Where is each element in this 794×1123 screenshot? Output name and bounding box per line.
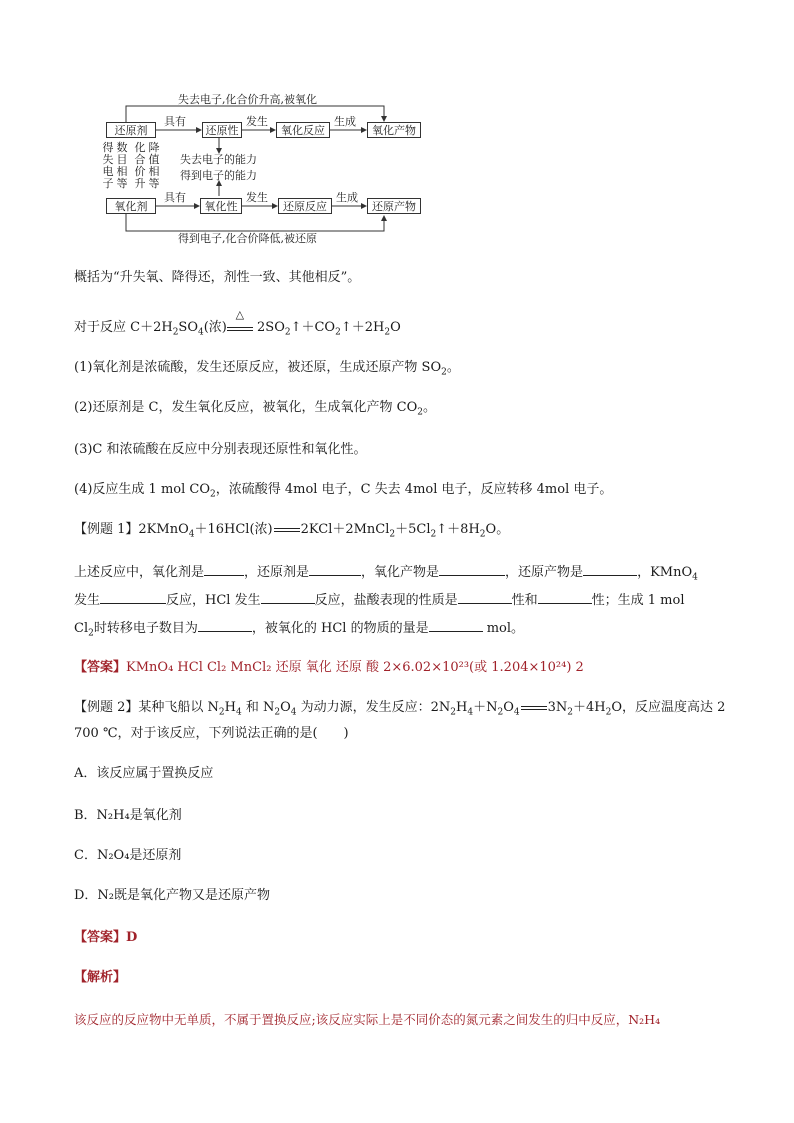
produces-label-bottom: 生成 — [336, 191, 358, 204]
has-label-top: 具有 — [164, 115, 186, 128]
vertical-label-3: 化合价升 — [134, 141, 146, 190]
point-3: (3)C 和浓硫酸在反应中分别表现还原性和氧化性。 — [74, 442, 367, 457]
occurs-label-top: 发生 — [246, 115, 268, 128]
reduction-reaction-box: 还原反应 — [278, 198, 332, 214]
vertical-label-2: 数目相等 — [116, 141, 128, 190]
summary-text: 概括为“升失氧、降得还，剂性一致、其他相反”。 — [74, 270, 361, 285]
example-1-question-line-3: $Cl_2$时转移电子数目为 ，被氧化的 HCl 的物质的量是 mol。 — [74, 618, 524, 644]
lose-electron-ability: 失去电子的能力 — [180, 153, 257, 166]
top-bracket-label: 失去电子,化合价升高,被氧化 — [178, 93, 317, 106]
vertical-label-4: 降值相等 — [148, 141, 160, 190]
example-2-question-line-1: 【例题 2】某种飞船以 $N_2H_4$ 和 $N_2O_4$ 为动力源，发生反应：$2N_2H_4+N_2O_4$ $3N_2+4H_2O$，反应温度高达 2 — [74, 700, 726, 718]
example-2-question-line-2: 700 ℃，对于该反应，下列说法正确的是( ) — [74, 726, 349, 741]
has-label-bottom: 具有 — [164, 191, 186, 204]
example-1-question-line-1: 上述反应中，氧化剂是 ，还原剂是 ，氧化产物是 ，还原产物是 ，KMnO$_4$ — [74, 562, 698, 588]
example-2-analysis-label: 【解析】 — [74, 970, 127, 985]
example-1-answer: 【答案】KMnO₄ HCl Cl₂ MnCl₂ 还原 氧化 还原 酸 2×6.02×10²³(或 1.204×10²⁴) 2 — [74, 660, 584, 675]
option-c[interactable]: C．N₂O₄是还原剂 — [74, 848, 182, 863]
example-1-question-line-2: 发生 反应，HCl 发生 反应，盐酸表现的性质是 性和 性；生成 1 mol — [74, 590, 684, 611]
option-b[interactable]: B．N₂H₄是氧化剂 — [74, 808, 182, 823]
occurs-label-bottom: 发生 — [246, 191, 268, 204]
reducer-box: 还原剂 — [106, 122, 156, 138]
reducing-property-box: 还原性 — [202, 122, 242, 138]
oxidation-product-box: 氧化产物 — [367, 122, 421, 138]
example-2-answer: 【答案】D — [74, 930, 138, 945]
reduction-product-box: 还原产物 — [367, 198, 421, 214]
produces-label-top: 生成 — [334, 115, 356, 128]
example-2-analysis-text: 该反应的反应物中无单质，不属于置换反应;该反应实际上是不同价态的氮元素之间发生的归中反应，N₂H₄ — [74, 1012, 661, 1027]
example-2-label: 【例题 2】 — [74, 700, 139, 715]
option-d[interactable]: D．N₂既是氧化产物又是还原产物 — [74, 888, 271, 903]
point-4: (4)反应生成 1 mol $CO_2$，浓硫酸得 4mol 电子，C 失去 4mol 电子，反应转移 4mol 电子。 — [74, 482, 613, 500]
vertical-label-1: 得失电子 — [102, 141, 114, 190]
option-a[interactable]: A．该反应属于置换反应 — [74, 766, 214, 781]
bottom-bracket-label: 得到电子,化合价降低,被还原 — [178, 232, 317, 245]
redox-concept-diagram — [98, 92, 422, 244]
example-1-label: 【例题 1】 — [74, 522, 139, 537]
reaction-equation: 对于反应 $C+2H_2SO_4$(浓) △ $2SO_2↑+CO_2↑+2H_2O$ — [74, 308, 401, 338]
example-1-equation: 【例题 1】2KMnO$_4$＋16HCl(浓) $2KCl+2MnCl_2+5Cl_2↑+8H_2O$。 — [74, 522, 510, 540]
point-1: (1)氧化剂是浓硫酸，发生还原反应，被还原，生成还原产物 $SO_2$。 — [74, 360, 460, 378]
heat-condition: △ — [227, 319, 253, 331]
oxidizer-box: 氧化剂 — [106, 198, 156, 214]
gain-electron-ability: 得到电子的能力 — [180, 169, 257, 182]
point-2: (2)还原剂是 C，发生氧化反应，被氧化，生成氧化产物 $CO_2$。 — [74, 400, 436, 418]
oxidation-reaction-box: 氧化反应 — [276, 122, 330, 138]
reaction-intro: 对于反应 C＋2H — [74, 320, 173, 335]
oxidizing-property-box: 氧化性 — [200, 198, 242, 214]
